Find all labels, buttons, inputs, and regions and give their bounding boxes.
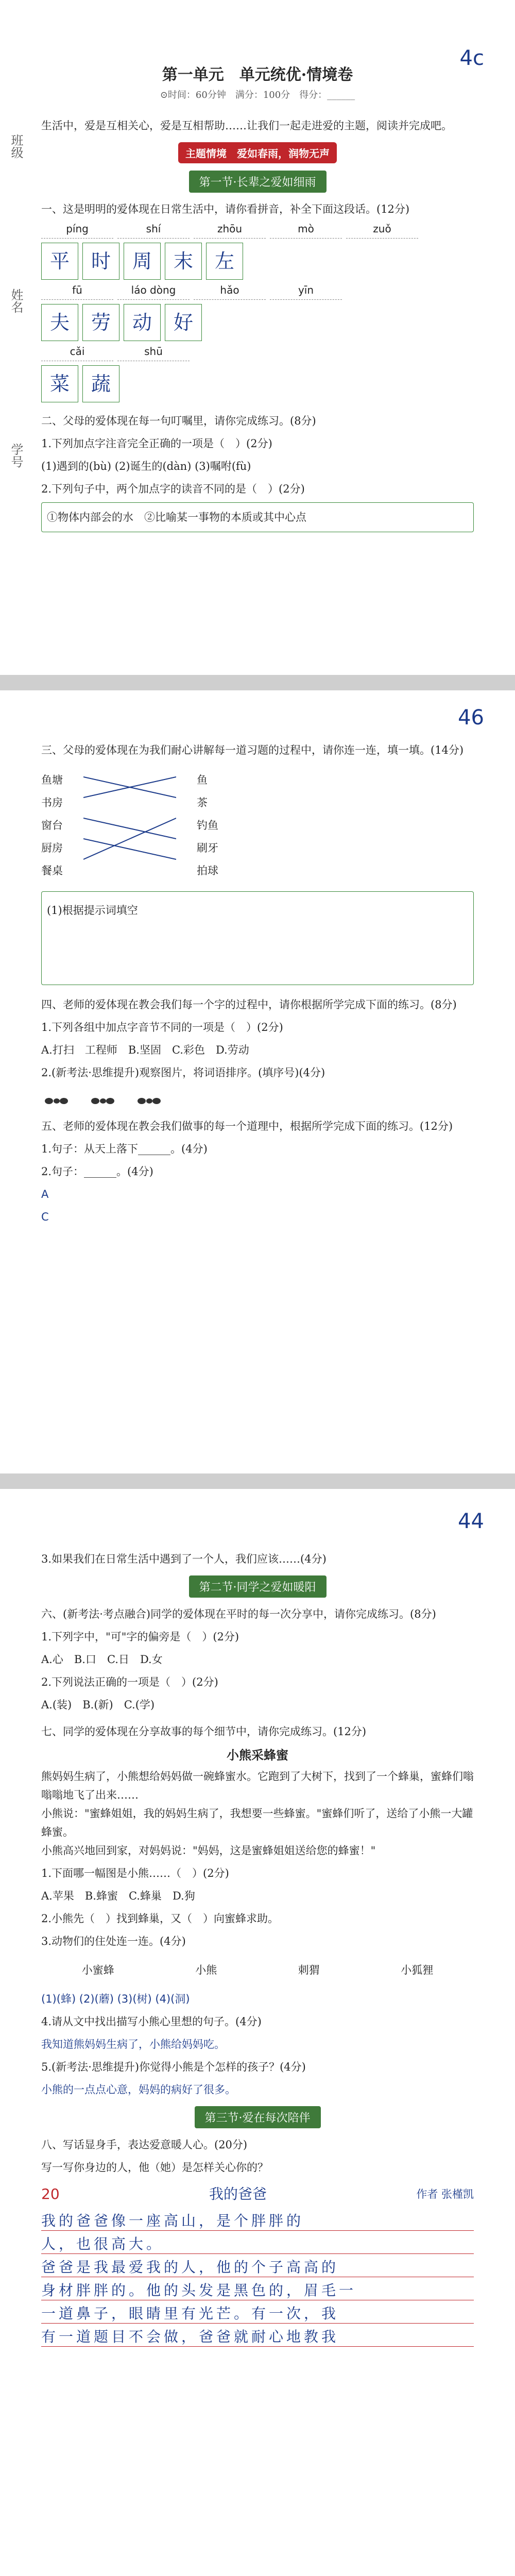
match-right-item[interactable]: 拍球 [197, 865, 218, 877]
char-box[interactable]: 平 [41, 243, 78, 280]
question-3: 三、父母的爱体现在为我们耐心讲解每一道习题的过程中，请你连一连，填一填。(14分) [41, 744, 464, 756]
answer-c: C [41, 1211, 49, 1223]
essay-title: 我的爸爸 [209, 2185, 267, 2202]
answer-line-1: (1)(蜂) (2)(蘑) (3)(树) (4)(洞) [41, 1993, 190, 2005]
score-mark: 20 [41, 2185, 60, 2202]
exam-meta: ⊙时间：60分钟 满分：100分 得分：______ [160, 90, 355, 100]
match-left-item[interactable]: 厨房 [41, 842, 63, 854]
matching-lines [83, 767, 176, 870]
animal-fox: 小狐狸 [401, 1964, 434, 1976]
essay-author: 作者 张槿凯 [416, 2188, 474, 2200]
q7-item-5: 4.请从文中找出描写小熊心里想的句子。(4分) [41, 2015, 262, 2028]
side-class-label: 班级 [9, 134, 23, 159]
q7-item-1: 1.下面哪一幅图是小熊……（ ）(2分) [41, 1867, 229, 1879]
theme-banner: 主题情境 爱如春雨，润物无声 [178, 142, 337, 163]
composition-sheet [41, 2212, 474, 2347]
char-box[interactable]: 左 [206, 243, 243, 280]
pinyin-cell: shū [117, 345, 190, 361]
unit-title: 第一单元 单元统优·情境卷 [162, 66, 353, 84]
q4-item-3: 2.(新考法·思维提升)观察图片，将词语排序。(填序号)(4分) [41, 1066, 325, 1079]
char-box[interactable]: 动 [124, 304, 161, 341]
q2-item-3: 2.下列句子中，两个加点字的读音不同的是（ ）(2分) [41, 483, 305, 495]
char-box[interactable]: 蔬 [82, 365, 119, 402]
intro-text: 生活中，爱是互相关心，爱是互相帮助……让我们一起走进爱的主题，阅读并完成吧。 [41, 120, 452, 132]
side-name-label: 姓名 [9, 289, 23, 313]
page-1 [0, 0, 515, 675]
q4-item-1: 1.下列各组中加点字音节不同的一项是（ ）(2分) [41, 1021, 283, 1033]
q6-item-1: 1.下列字中，"可"字的偏旁是（ ）(2分) [41, 1631, 239, 1643]
page-number-mark: 46 [458, 706, 484, 730]
q2-note-box: ①物体内部会的水 ②比喻某一事物的本质或其中心点 [41, 502, 474, 532]
q6-item-4: A.(装) B.(新) C.(学) [41, 1699, 155, 1711]
page-gap [0, 675, 515, 690]
q5-item-1: 1.句子：从天上落下______。(4分) [41, 1143, 208, 1155]
story-text: 熊妈妈生病了，小熊想给妈妈做一碗蜂蜜水。它跑到了大树下，找到了一个蜂巢，蜜蜂们嗡嗡嗡地飞了出来…… 小熊说："蜜蜂姐姐，我的妈妈生病了，我想要一些蜂蜜。"蜜蜂们听了，送给了小熊一大罐蜂蜜。 小熊高兴地回到家，对妈妈说："妈妈，这是蜜蜂姐姐送给您的蜂蜜！" [41, 1770, 474, 1857]
ant-icon [41, 1088, 72, 1109]
pinyin-row-1 [41, 223, 474, 239]
page-number-mark: 44 [458, 1510, 484, 1533]
pinyin-cell: láo dòng [117, 284, 190, 300]
question-1: 一、这是明明的爱体现在日常生活中，请你看拼音，补全下面这段话。(12分) [41, 203, 410, 215]
question-6: 六、(新考法·考点融合)同学的爱体现在平时的每一次分享中，请你完成练习。(8分) [41, 1608, 436, 1620]
page-gap [0, 1473, 515, 1489]
q2-item-2: (1)遇到的(bù) (2)诞生的(dàn) (3)嘱咐(fù) [41, 460, 251, 472]
q2-item-1: 1.下列加点字注音完全正确的一项是（ ）(2分) [41, 437, 272, 450]
answer-a: A [41, 1188, 49, 1200]
q6-item-3: 2.下列说法正确的一项是（ ）(2分) [41, 1676, 218, 1688]
question-8: 八、写话显身手，表达爱意暖人心。(20分) [41, 2139, 248, 2151]
pinyin-cell: fū [41, 284, 113, 300]
char-box[interactable]: 末 [165, 243, 202, 280]
ant-images [41, 1088, 474, 1109]
pinyin-cell: yīn [270, 284, 342, 300]
section-1-bar: 第一节·长辈之爱如细雨 [189, 171, 327, 193]
section-2-bar: 第二节·同学之爱如暖阳 [189, 1575, 327, 1598]
animal-row [41, 1957, 474, 1984]
q5-continued: 3.如果我们在日常生活中遇到了一个人，我们应该……(4分) [41, 1553, 327, 1565]
question-2: 二、父母的爱体现在每一句叮嘱里，请你完成练习。(8分) [41, 415, 316, 427]
question-5: 五、老师的爱体现在教会我们做事的每一个道理中，根据所学完成下面的练习。(12分) [41, 1120, 453, 1132]
essay-row[interactable]: 爸爸是我最爱我的人，他的个子高高的 [41, 2258, 474, 2277]
section-3-bar: 第三节·爱在每次陪伴 [195, 2106, 321, 2128]
char-box[interactable]: 周 [124, 243, 161, 280]
match-right-item[interactable]: 刷牙 [197, 842, 218, 854]
matching-area [41, 767, 474, 884]
pinyin-row-2 [41, 284, 474, 300]
page-number-mark: 4c [459, 46, 484, 70]
animal-bee: 小蜜蜂 [81, 1964, 114, 1976]
q7-item-6: 5.(新考法·思维提升)你觉得小熊是个怎样的孩子？(4分) [41, 2061, 306, 2073]
char-grid-row-2 [41, 304, 474, 341]
fill-table-title: (1)根据提示词填空 [47, 904, 138, 917]
story-title: 小熊采蜂蜜 [227, 1748, 288, 1762]
pinyin-cell: mò [270, 223, 342, 239]
question-4: 四、老师的爱体现在教会我们每一个字的过程中，请你根据所学完成下面的练习。(8分) [41, 998, 457, 1011]
char-box[interactable]: 劳 [82, 304, 119, 341]
char-box[interactable]: 时 [82, 243, 119, 280]
match-right-item[interactable]: 茶 [197, 796, 208, 809]
q5-item-2: 2.句子：______。(4分) [41, 1165, 153, 1178]
pinyin-cell: shí [117, 223, 190, 239]
q7-item-3: 2.小熊先（ ）找到蜂巢，又（ ）向蜜蜂求助。 [41, 1912, 279, 1925]
match-left-item[interactable]: 窗台 [41, 819, 63, 832]
q4-item-2: A.打扫 工程师 B.坚固 C.彩色 D.劳动 [41, 1044, 249, 1056]
ant-icon [134, 1088, 165, 1109]
match-left-column [41, 767, 63, 884]
pinyin-cell: cǎi [41, 345, 113, 361]
answer-line-2: 我知道熊妈妈生病了，小熊给妈妈吃。 [41, 2038, 225, 2050]
page-2 [0, 690, 515, 1473]
essay-header [41, 2181, 474, 2208]
q6-item-2: A.心 B.口 C.日 D.女 [41, 1653, 163, 1666]
char-box[interactable]: 菜 [41, 365, 78, 402]
char-box[interactable]: 好 [165, 304, 202, 341]
pinyin-cell: zuǒ [346, 223, 418, 239]
essay-row[interactable]: 我的爸爸像一座高山，是个胖胖的 [41, 2212, 474, 2231]
match-right-item[interactable]: 钓鱼 [197, 819, 218, 832]
fill-table [41, 891, 474, 985]
pinyin-cell: píng [41, 223, 113, 239]
essay-row[interactable]: 一道鼻子，眼睛里有光芒。有一次，我 [41, 2304, 474, 2324]
animal-bear: 小熊 [195, 1964, 217, 1976]
pinyin-cell: zhōu [194, 223, 266, 239]
side-number-label: 学号 [9, 443, 23, 468]
match-left-item[interactable]: 书房 [41, 796, 63, 809]
question-7: 七、同学的爱体现在分享故事的每个细节中，请你完成练习。(12分) [41, 1725, 367, 1738]
answer-line-3: 小熊的一点点心意，妈妈的病好了很多。 [41, 2083, 236, 2096]
q8-prompt: 写一写你身边的人，他（她）是怎样关心你的？ [41, 2161, 268, 2174]
match-right-item[interactable]: 鱼 [197, 774, 208, 786]
page-3 [0, 1489, 515, 2576]
q7-item-4: 3.动物们的住处连一连。(4分) [41, 1935, 186, 1947]
char-grid-row-3 [41, 365, 474, 402]
match-left-item[interactable]: 餐桌 [41, 865, 63, 877]
pinyin-cell: hǎo [194, 284, 266, 300]
essay-row[interactable]: 身材胖胖的。他的头发是黑色的，眉毛一 [41, 2281, 474, 2300]
q7-item-2: A.苹果 B.蜂蜜 C.蜂巢 D.狗 [41, 1890, 195, 1902]
pinyin-row-3 [41, 345, 474, 361]
match-right-column [197, 767, 218, 884]
char-grid-row-1 [41, 243, 474, 280]
animal-hedgehog: 刺猬 [298, 1964, 320, 1976]
essay-row[interactable]: 人，也很高大。 [41, 2235, 474, 2254]
char-box[interactable]: 夫 [41, 304, 78, 341]
essay-row[interactable]: 有一道题目不会做，爸爸就耐心地教我 [41, 2328, 474, 2347]
ant-icon [88, 1088, 118, 1109]
match-left-item[interactable]: 鱼塘 [41, 774, 63, 786]
